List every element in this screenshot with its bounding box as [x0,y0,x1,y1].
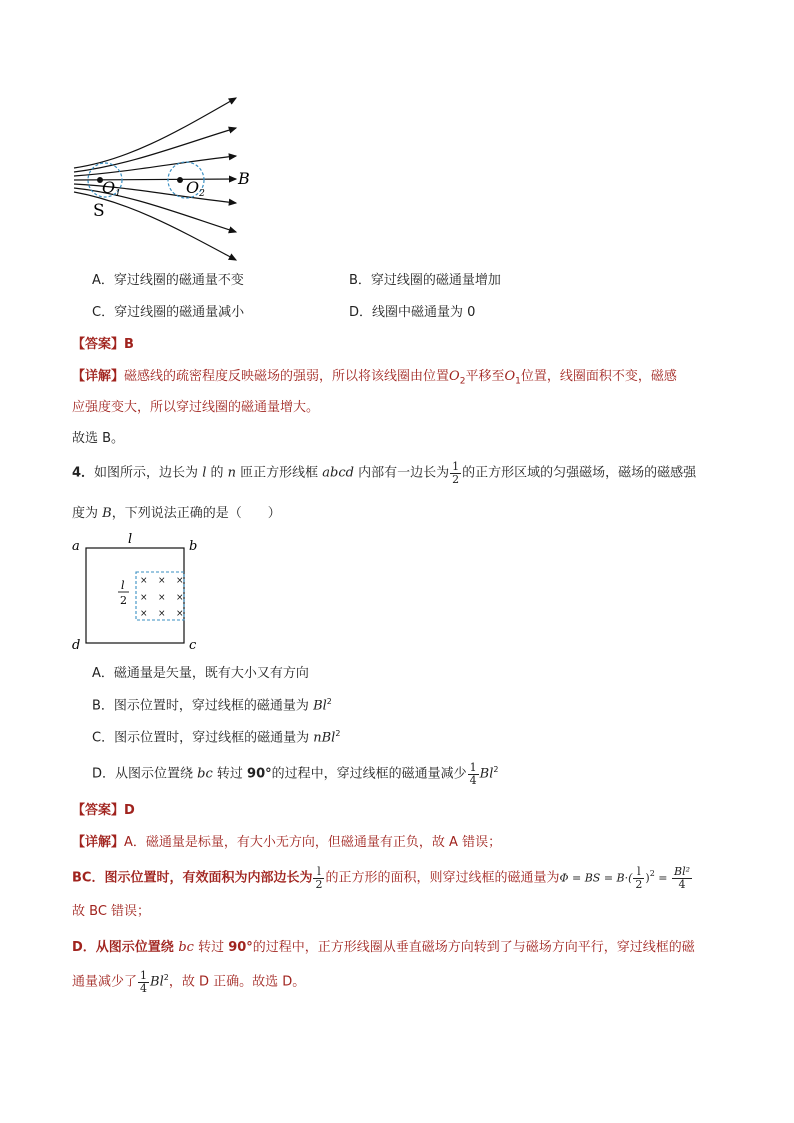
q4-detail-d-line2: 通量减少了 $\frac{1}{4}$ Bl$^2$，故 D 正确。故选 D。 [72,969,306,995]
field-line [74,128,236,172]
q3-answer: 【答案】B [72,337,134,352]
label-o1: O1 [102,178,121,199]
svg-text:×: × [140,593,148,603]
q4-option-d: D．从图示位置绕 bc 转过 90°的过程中，穿过线框的磁通量减少 $\frac{1}{4}$ Bl$^2$ [92,761,499,787]
field-line [74,98,236,168]
vertex-c: c [189,638,197,653]
q4-option-a: A．磁通量是矢量，既有大小又有方向 [92,666,309,681]
svg-text:×: × [140,609,148,619]
q4-detail-d-line1: D．从图示位置绕 bc 转过 90°的过程中，正方形线圈从垂直磁场方向转到了与磁场方向平行，穿过线框的磁 [72,940,695,955]
half-label-num: l [121,579,125,592]
svg-text:×: × [158,609,166,619]
q4-option-b: B．图示位置时，穿过线框的磁通量为 Bl$^2$ [92,697,332,714]
svg-text:×: × [176,609,184,619]
q3-option-d: D．线圈中磁通量为 0 [349,305,476,320]
svg-text:×: × [140,576,148,586]
square-loop-figure [66,532,211,657]
vertex-a: a [72,539,80,554]
q3-option-a: A．穿过线圈的磁通量不变 [92,273,244,288]
svg-text:×: × [176,576,184,586]
vertex-b: b [189,539,198,554]
vertex-d: d [72,638,81,653]
side-label-l: l [128,532,133,547]
q4-answer: 【答案】D [72,803,135,818]
q3-detail-line2: 应强度变大，所以穿过线圈的磁通量增大。 [72,400,320,415]
svg-text:×: × [158,593,166,603]
field-line [74,156,236,176]
svg-text:×: × [176,593,184,603]
svg-text:×: × [158,576,166,586]
half-label-den: 2 [120,594,127,607]
q4-stem-line1: 4．如图所示，边长为 l 的 n 匝正方形线框 abcd 内部有一边长为 $\frac{1}{2}$ 的正方形区域的匀强磁场，磁场的磁感强 [72,460,697,486]
label-s: S [93,201,105,221]
loop-abcd [86,548,184,643]
q4-detail-a: 【详解】A．磁通量是标量，有大小无方向，但磁通量有正负，故 A 错误； [72,835,502,850]
q3-option-b: B．穿过线圈的磁通量增加 [349,273,501,288]
q4-option-c: C．图示位置时，穿过线框的磁通量为 nBl$^2$ [92,729,341,746]
q4-detail-bc-line2: 故 BC 错误； [72,904,151,919]
q3-detail-line1: 【详解】磁感线的疏密程度反映磁场的强弱，所以将该线圈由位置$O_2$平移至$O_1$位置，线圈面积不变，磁感 [72,369,677,387]
field-cross-marks [140,576,184,619]
label-o2: O2 [186,178,205,199]
q4-detail-bc: BC．图示位置时，有效面积为内部边长为 $\frac{l}{2}$ 的正方形的面积，则穿过线框的磁通量为Φ = BS = B·( $\frac{l}{2}$ )$^2$ = $\frac{\text{Bl²}}{4}$ [72,865,691,891]
q3-option-c: C．穿过线圈的磁通量减小 [92,305,245,320]
label-b: B [238,169,250,188]
field-lines-figure [60,90,280,270]
q3-conclusion: 故选 B。 [72,431,125,446]
q4-stem-line2: 度为 B，下列说法正确的是（ ） [72,506,281,521]
